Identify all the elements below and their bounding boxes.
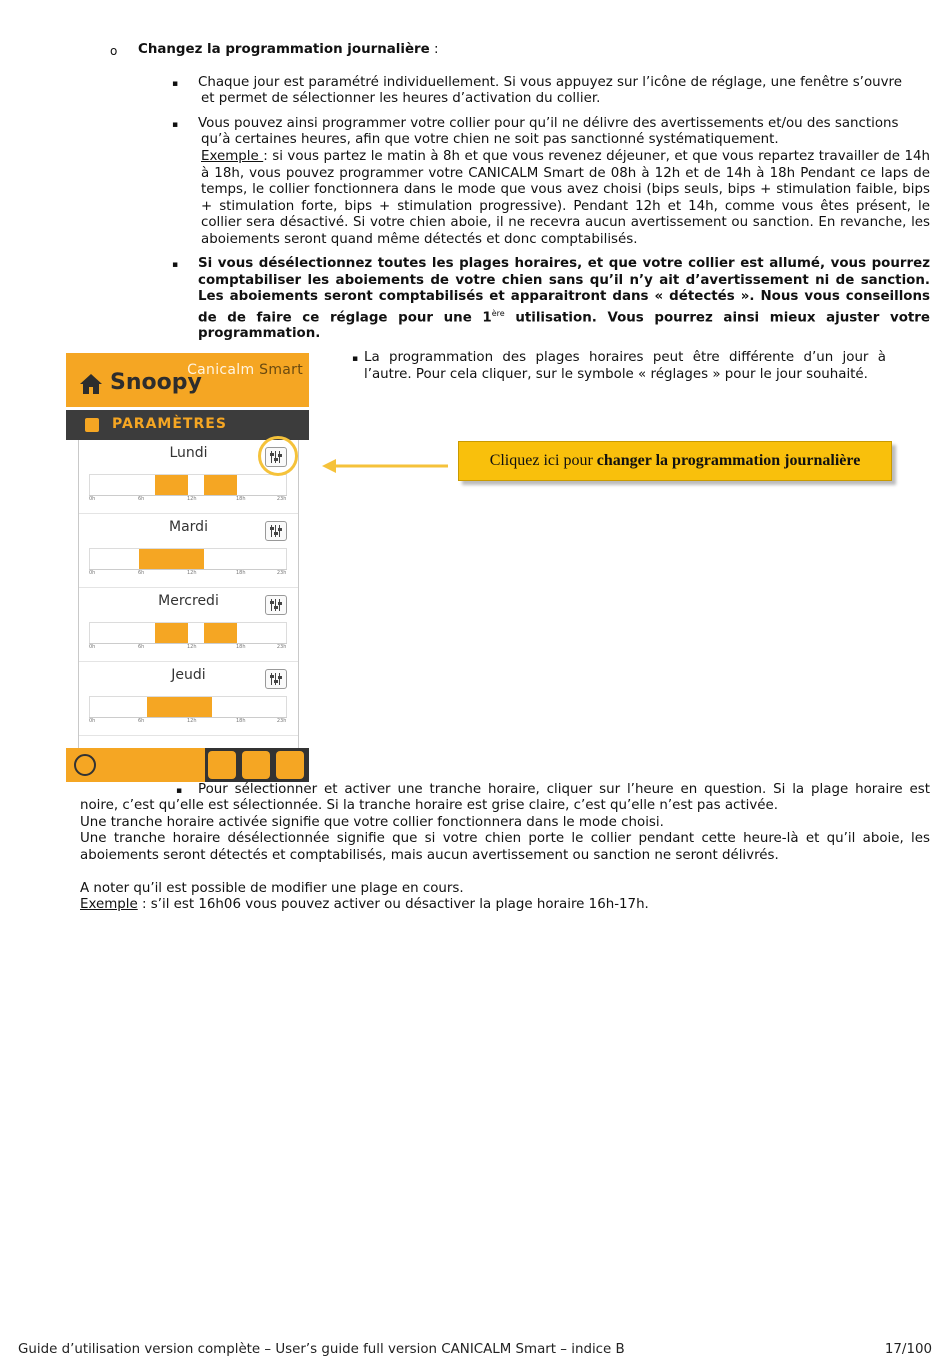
- hour-track[interactable]: [89, 474, 287, 496]
- hour-track[interactable]: [89, 622, 287, 644]
- check-icon[interactable]: [208, 751, 236, 779]
- paw-icon[interactable]: [276, 751, 304, 779]
- bullet-marker: ▪: [172, 120, 179, 130]
- brand-suffix: Smart: [254, 362, 303, 378]
- exit-icon[interactable]: [74, 754, 96, 776]
- hour-scale: [89, 717, 287, 726]
- home-icon[interactable]: [79, 373, 103, 395]
- brand-name: Canicalm: [187, 362, 255, 378]
- settings-sliders-icon[interactable]: [265, 521, 287, 541]
- bullet-3-text-b: utilisation. Vous pourrez ainsi mieux ajuster votre programmation.: [198, 309, 930, 342]
- active-hour-range[interactable]: [204, 623, 237, 643]
- day-row: [79, 662, 298, 736]
- footer-title: Guide d’utilisation version complète – User’s guide full version CANICALM Smart – indice B: [18, 1342, 625, 1357]
- hour-tick-label: 6h: [138, 644, 145, 650]
- bullet-1-line-1: Chaque jour est paramétré individuellement. Si vous appuyez sur l’icône de réglage, une fenêtre s’ouvre: [198, 75, 902, 90]
- page-number: 17/100: [884, 1342, 932, 1357]
- note-example-label: Exemple: [80, 897, 138, 912]
- row-divider: [79, 735, 298, 736]
- pointer-arrow: [320, 456, 450, 476]
- hour-tick-label: 12h: [187, 570, 197, 576]
- bullet-2-line-1: Vous pouvez ainsi programmer votre collier pour qu’il ne délivre des avertissements et/ou des sanctions: [198, 116, 899, 131]
- bullet-5-line-3: Une tranche horaire activée signifie que votre collier fonctionnera dans le mode choisi.: [80, 815, 664, 830]
- bullet-1-line-2: et permet de sélectionner les heures d’activation du collier.: [201, 91, 601, 106]
- hour-tick-label: 12h: [187, 644, 197, 650]
- hour-tick-label: 6h: [138, 570, 145, 576]
- hour-track[interactable]: [89, 548, 287, 570]
- hour-scale: [89, 495, 287, 504]
- hour-track[interactable]: [89, 696, 287, 718]
- hour-tick-label: 0h: [89, 496, 96, 502]
- hour-tick-label: 23h: [276, 718, 287, 724]
- app-screenshot: [66, 353, 309, 782]
- note-line-1: A noter qu’il est possible de modifier une plage en cours.: [80, 881, 464, 896]
- gear-icon: [85, 418, 99, 432]
- highlight-circle: [258, 436, 298, 476]
- hour-tick-label: 23h: [276, 644, 287, 650]
- hour-scale: [89, 643, 287, 652]
- settings-sliders-icon[interactable]: [265, 595, 287, 615]
- dog-name: Snoopy: [110, 370, 202, 395]
- section-title: PARAMÈTRES: [112, 416, 227, 432]
- section-heading-title: Changez la programmation journalière: [138, 42, 430, 57]
- section-heading-colon: :: [429, 42, 439, 57]
- note-example: [80, 897, 649, 913]
- hour-tick-label: 18h: [236, 570, 246, 576]
- example-text: : si vous partez le matin à 8h et que vous revenez déjeuner, et que vous repartez travailler de 14h à 18h, vous pouvez programmer votre CANICALM Smart de 08h à 12h et de 14h à 18h Pendant ce laps de temps, le collier fonctionnera dans le mode que vous avez choisi (bips seuls, bips + stimulation faible, bips + stimulation forte, bips + stimulation progressive). Pendant 12h et 14h, comme vous êtes présent, le collier sera désactivé. Si votre chien aboie, il ne recevra aucun avertissement ou sanction. En revanche, les aboiements seront quand même détectés et donc comptabilisés.: [201, 149, 930, 247]
- brand-logo: [187, 362, 303, 378]
- footer-actions: [205, 748, 309, 782]
- active-hour-range[interactable]: [155, 475, 188, 495]
- day-name: Mardi: [169, 519, 208, 535]
- callout-prefix: Cliquez ici pour: [489, 452, 597, 469]
- active-hour-range[interactable]: [147, 697, 212, 717]
- app-footer: [66, 748, 309, 782]
- bullet-2-line-2: qu’à certaines heures, afin que votre chien ne soit pas sanctionné systématiquement.: [201, 132, 779, 147]
- bullet-marker: ▪: [352, 354, 359, 364]
- day-row: [79, 588, 298, 662]
- example-label: Exemple: [201, 149, 264, 164]
- active-hour-range[interactable]: [139, 549, 204, 569]
- bullet-3-sup: ère: [491, 308, 505, 318]
- bullet-marker: ▪: [172, 260, 179, 270]
- hour-tick-label: 23h: [276, 496, 287, 502]
- hour-scale: [89, 569, 287, 578]
- bullet-marker: ▪: [176, 786, 183, 796]
- hour-tick-label: 18h: [236, 644, 246, 650]
- day-name: Lundi: [169, 445, 208, 461]
- day-list[interactable]: [78, 440, 299, 748]
- callout-text: [459, 452, 891, 470]
- bullet-2-example: [201, 149, 930, 248]
- hour-tick-label: 12h: [187, 718, 197, 724]
- bullet-marker: ▪: [172, 79, 179, 89]
- active-hour-range[interactable]: [155, 623, 188, 643]
- hour-tick-label: 0h: [89, 570, 96, 576]
- hour-tick-label: 12h: [187, 496, 197, 502]
- day-name: Jeudi: [171, 667, 206, 683]
- hour-tick-label: 6h: [138, 718, 145, 724]
- hour-tick-label: 18h: [236, 496, 246, 502]
- callout-bold: changer la programmation journalière: [596, 452, 861, 469]
- app-header: [66, 353, 309, 407]
- bullet-5-first-line: Pour sélectionner et activer une tranche horaire, cliquer sur l’heure en question. Si la plage horaire est: [198, 782, 930, 797]
- hour-tick-label: 23h: [276, 570, 287, 576]
- bullet-5-paragraph: Une tranche horaire désélectionnée signifie que si votre chien porte le collier pendant cette heure-là et qu’il aboie, les aboiements seront détectés et comptabilisés, mais aucun avertissement ou sanction ne seront délivrés.: [80, 831, 930, 863]
- hour-tick-label: 0h: [89, 644, 96, 650]
- settings-sliders-icon[interactable]: [265, 669, 287, 689]
- active-hour-range[interactable]: [204, 475, 237, 495]
- day-name: Mercredi: [158, 593, 219, 609]
- bullet-3-text-a: Si vous désélectionnez toutes les plages horaires, et que votre collier est allumé, vous pourrez comptabiliser les aboiements de votre chien sans qu’il n’y ait d’avertissement ni de sanction. Les aboiements seront comptabilisés et apparaitront dans « détectés ». Nous vous conseillons de de faire ce réglage pour une 1: [198, 256, 930, 325]
- bullet-4-text: La programmation des plages horaires peut être différente d’un jour à l’autre. Pour cela cliquer, sur le symbole « réglages » pour le jour souhaité.: [364, 350, 886, 382]
- heading-marker: o: [110, 44, 118, 58]
- note-example-text: : s’il est 16h06 vous pouvez activer ou désactiver la plage horaire 16h-17h.: [137, 897, 649, 912]
- section-bar: [66, 410, 309, 440]
- bullet-5-line-2: noire, c’est qu’elle est sélectionnée. Si la tranche horaire est grise claire, c’est qu’elle n’est pas activée.: [80, 798, 779, 813]
- section-heading: [138, 42, 439, 58]
- hour-tick-label: 6h: [138, 496, 145, 502]
- hour-tick-label: 18h: [236, 718, 246, 724]
- callout-box: [458, 441, 892, 481]
- bullet-3-text: [198, 256, 930, 343]
- day-row: [79, 514, 298, 588]
- battery-icon[interactable]: [242, 751, 270, 779]
- hour-tick-label: 0h: [89, 718, 96, 724]
